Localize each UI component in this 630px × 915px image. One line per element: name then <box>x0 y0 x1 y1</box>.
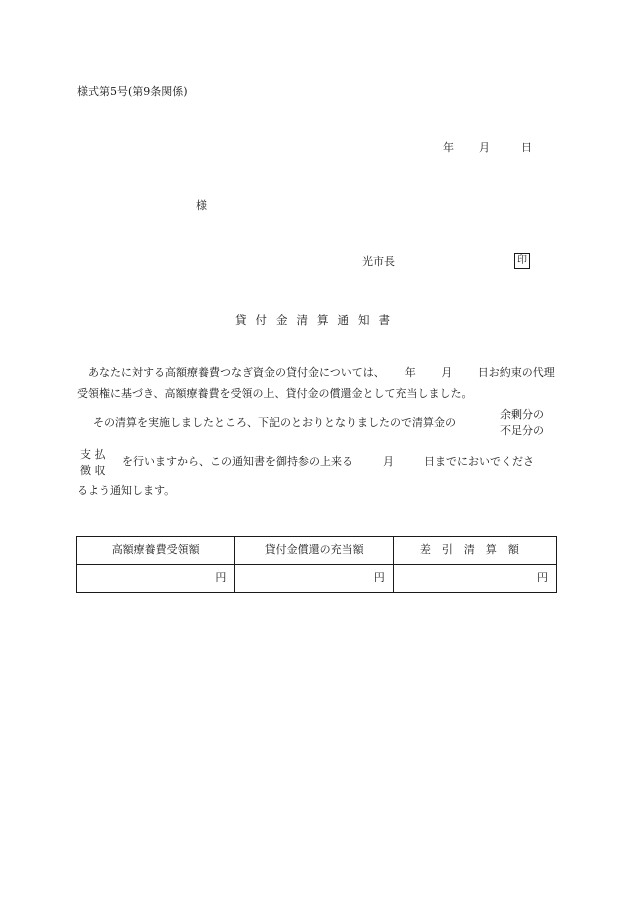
amount-table <box>76 536 557 593</box>
option-shortage: 不足分の <box>500 424 544 437</box>
table-header-row <box>77 537 557 565</box>
cell-medical-refund: 円 <box>77 565 235 593</box>
date-line <box>443 141 532 155</box>
date-month-label: 月 <box>479 141 490 154</box>
header-medical-refund: 高額療養費受領額 <box>77 537 235 565</box>
paragraph-3-part-a: を行いますから、この通知書を御持参の上来る <box>122 455 353 468</box>
paragraph-3-month: 月 <box>383 455 394 468</box>
header-repayment-applied: 貸付金償還の充当額 <box>235 537 393 565</box>
date-year-label: 年 <box>443 141 454 154</box>
body-paragraph-3 <box>122 455 534 469</box>
issuer-name: 光市長 <box>362 255 395 268</box>
form-number: 様式第5号(第9条関係) <box>77 85 188 98</box>
option-pay: 支 払 <box>80 448 106 461</box>
table-row <box>77 565 557 593</box>
surplus-shortage-options <box>500 407 544 439</box>
body-paragraph-1: あなたに対する高額療養費つなぎ資金の貸付金については、 年 月 日お約束の代理受領権に基づき、高額療養費を受領の上、貸付金の償還金として充当しました。 <box>77 366 555 400</box>
option-collect: 徴 収 <box>80 464 106 477</box>
option-surplus: 余剰分の <box>500 408 544 421</box>
body-paragraph-4: るよう通知します。 <box>77 484 176 497</box>
date-day-label: 日 <box>521 141 532 154</box>
document-title: 貸付金清算通知書 <box>235 313 399 327</box>
pay-collect-options <box>80 447 106 479</box>
cell-net-settlement: 円 <box>393 565 556 593</box>
body-paragraph-2: その清算を実施しましたところ、下記のとおりとなりましたので清算金の <box>93 416 456 429</box>
seal-mark: 印 <box>514 253 530 269</box>
paragraph-3-part-b: 日までにおいでくださ <box>424 455 534 468</box>
header-net-settlement: 差引清算額 <box>393 537 556 565</box>
cell-repayment-applied: 円 <box>235 565 393 593</box>
addressee-suffix: 様 <box>196 199 207 212</box>
